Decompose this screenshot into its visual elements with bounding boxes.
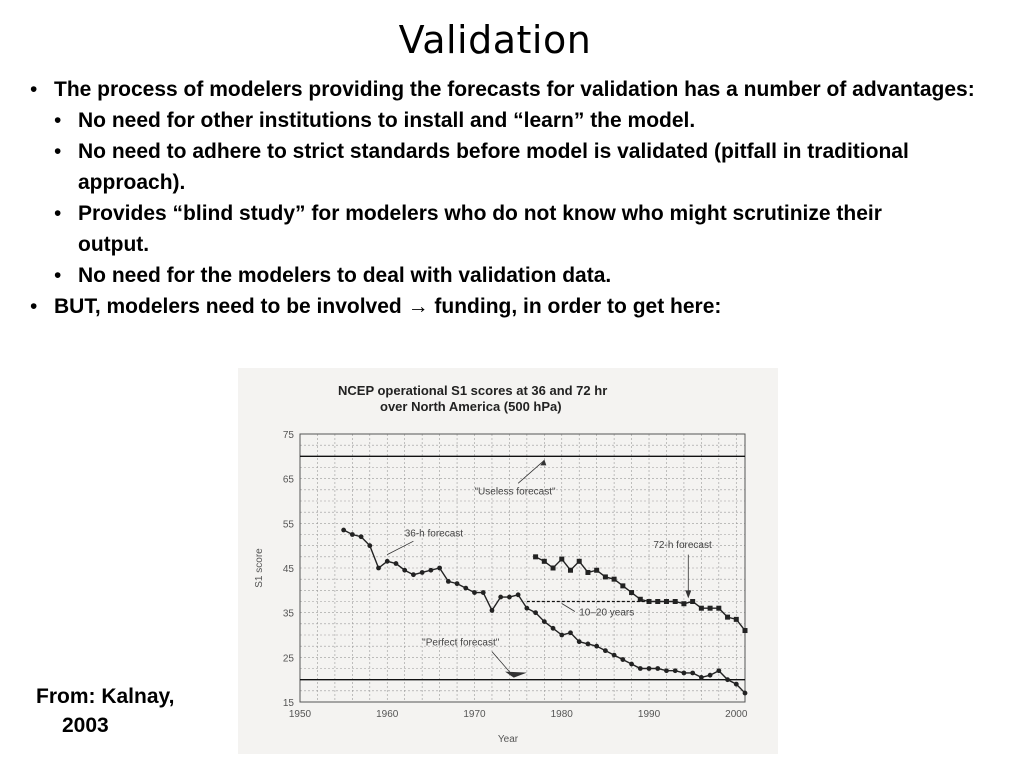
useless-forecast-label: "Useless forecast" [474, 486, 556, 498]
data-point-36h [725, 677, 730, 682]
data-point-72h [533, 554, 538, 559]
data-point-36h [690, 671, 695, 676]
data-point-36h [551, 626, 556, 631]
data-point-72h [612, 577, 617, 582]
sub-bullet-validation-data: • No need for the modelers to deal with validation data. [52, 260, 948, 291]
data-point-36h [350, 532, 355, 537]
sub-bullet-list [52, 105, 1003, 291]
data-point-36h [376, 566, 381, 571]
data-point-36h [341, 528, 346, 533]
data-point-72h [603, 574, 608, 579]
data-point-36h [629, 662, 634, 667]
data-point-72h [664, 599, 669, 604]
data-point-36h [716, 668, 721, 673]
data-point-36h [647, 666, 652, 671]
data-point-36h [586, 642, 591, 647]
data-point-36h [655, 666, 660, 671]
data-point-36h [577, 639, 582, 644]
sub-bullet-blind-study: • Provides “blind study” for modelers who do not know who might scrutinize their output. [52, 198, 948, 260]
data-point-36h [367, 543, 372, 548]
data-point-36h [516, 592, 521, 597]
y-tick-label: 15 [282, 698, 294, 709]
y-tick-label: 25 [282, 653, 294, 665]
data-point-72h [585, 570, 590, 575]
data-point-36h [507, 595, 512, 600]
y-tick-label: 55 [282, 519, 294, 531]
data-point-36h [455, 581, 460, 586]
useless-forecast-arrowhead [540, 459, 546, 465]
slide-title: Validation [398, 18, 592, 62]
data-point-72h [542, 559, 547, 564]
gap-annotation-pointer [562, 604, 575, 612]
bullet-text: The process of modelers providing the forecasts for validation has a number of advantages: [54, 78, 975, 101]
bullet-advantages [28, 74, 1003, 105]
data-point-36h [603, 648, 608, 653]
x-tick-label: 1950 [288, 709, 312, 720]
data-point-72h [568, 568, 573, 573]
y-tick-label: 65 [282, 474, 294, 486]
data-point-72h [551, 566, 556, 571]
data-point-72h [629, 590, 634, 595]
series-72h-arrowhead [685, 590, 691, 598]
right-arrow-icon: → [407, 295, 429, 318]
x-tick-label: 1960 [376, 709, 399, 720]
data-point-36h [437, 566, 442, 571]
chart-title-line2: over North America (500 hPa) [380, 399, 562, 414]
plot-frame [300, 434, 745, 702]
bullet-text-after-arrow: funding, in order to get here: [428, 295, 722, 318]
data-point-36h [682, 671, 687, 676]
sub-bullet-install: • No need for other institutions to install and “learn” the model. [52, 105, 948, 136]
data-point-36h [612, 653, 617, 658]
data-point-36h [428, 568, 433, 573]
data-point-36h [394, 561, 399, 566]
y-tick-label: 45 [282, 564, 294, 575]
data-point-72h [699, 606, 704, 611]
data-point-36h [533, 610, 538, 615]
series-36h-pointer [387, 541, 413, 554]
y-tick-label: 75 [282, 430, 294, 441]
data-point-36h [446, 579, 451, 584]
data-point-36h [620, 657, 625, 662]
data-point-36h [385, 559, 390, 564]
citation-line2: 2003 [62, 714, 109, 737]
data-point-72h [620, 583, 625, 588]
data-point-36h [638, 666, 643, 671]
data-point-72h [725, 615, 730, 620]
x-tick-label: 1980 [550, 709, 573, 720]
data-point-36h [498, 595, 503, 600]
data-point-72h [577, 559, 582, 564]
data-point-36h [411, 572, 416, 577]
bullet-funding [28, 291, 1003, 322]
citation-line1: From: Kalnay, [36, 685, 175, 708]
data-point-36h [734, 682, 739, 687]
y-tick-label: 35 [282, 608, 294, 620]
data-point-72h [734, 617, 739, 622]
x-tick-label: 1970 [463, 709, 486, 720]
sub-bullet-standards: • No need to adhere to strict standards before model is validated (pitfall in traditional approach). [52, 136, 948, 198]
bullet-list [28, 74, 1003, 322]
data-point-36h [472, 590, 477, 595]
series-72h-label: 72-h forecast [653, 539, 712, 551]
data-point-72h [655, 599, 660, 604]
data-point-36h [481, 590, 486, 595]
series-36h-label: 36-h forecast [404, 528, 464, 540]
x-axis-label: Year [497, 734, 519, 745]
data-point-36h [743, 691, 748, 696]
data-point-36h [559, 633, 564, 638]
data-point-72h [743, 628, 748, 633]
gap-annotation-label: 10–20 years [579, 607, 635, 619]
data-point-72h [559, 557, 564, 562]
chart-title-line1: NCEP operational S1 scores at 36 and 72 hr [338, 383, 608, 398]
data-point-72h [681, 601, 686, 606]
chart-image [238, 368, 778, 754]
data-point-36h [568, 630, 573, 635]
data-point-36h [708, 673, 713, 678]
data-point-36h [359, 534, 364, 539]
citation [36, 682, 174, 740]
data-point-72h [594, 568, 599, 573]
data-point-72h [690, 599, 695, 604]
bullet-text-before-arrow: BUT, modelers need to be involved [54, 295, 408, 318]
data-point-36h [594, 644, 599, 649]
data-point-36h [463, 586, 468, 591]
data-point-36h [542, 619, 547, 624]
x-tick-label: 1990 [637, 709, 661, 720]
x-tick-label: 2000 [725, 709, 748, 720]
data-point-36h [664, 668, 669, 673]
data-point-72h [673, 599, 678, 604]
data-point-36h [673, 668, 678, 673]
data-point-36h [420, 570, 425, 575]
y-axis-label: S1 score [254, 548, 265, 588]
chart-plot-area [283, 430, 748, 720]
perfect-forecast-label: "Perfect forecast" [422, 637, 500, 649]
data-point-36h [490, 608, 495, 613]
data-point-72h [708, 606, 713, 611]
data-point-36h [699, 675, 704, 680]
s1-score-chart [238, 368, 778, 754]
perfect-forecast-arrowhead [505, 672, 527, 678]
data-point-36h [524, 606, 529, 611]
useless-forecast-arrow [518, 460, 544, 483]
data-point-72h [716, 606, 721, 611]
data-point-36h [402, 568, 407, 573]
